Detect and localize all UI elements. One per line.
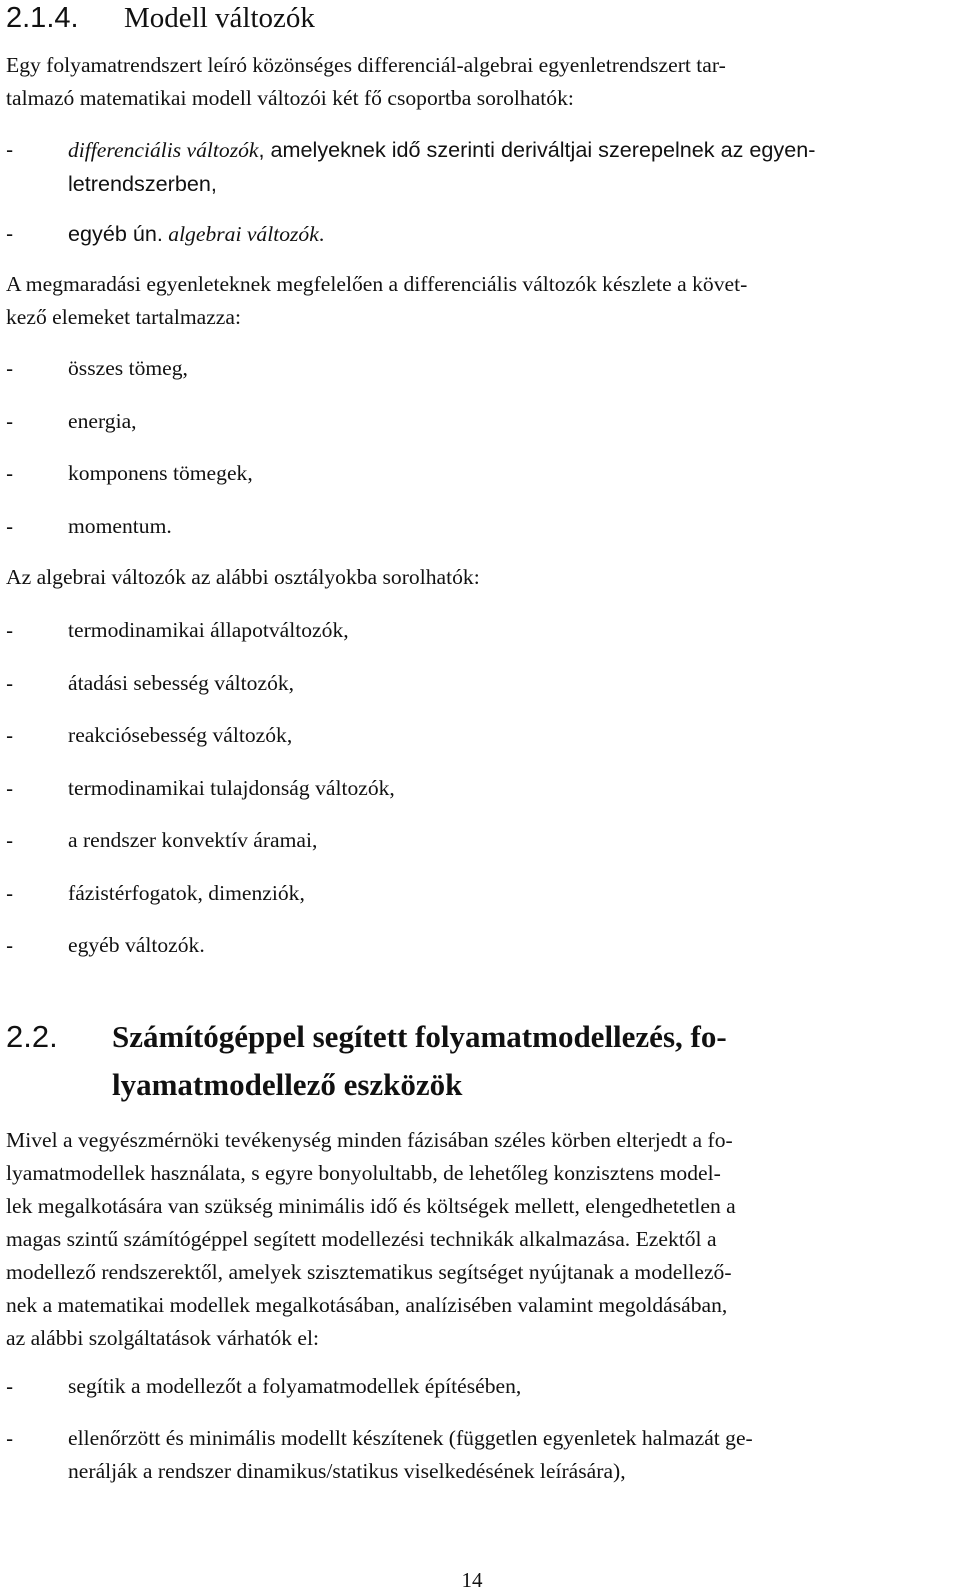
term-differential-variables: differenciális változók xyxy=(68,138,259,162)
paragraph-line: lek megalkotására van szükség minimális idő és költségek mellett, elengedhetetlen a xyxy=(6,1194,736,1218)
bullet-dash: - xyxy=(6,933,14,958)
paragraph-line: lyamatmodellek használata, s egyre bonyolultabb, de lehetőleg konzisztens model- xyxy=(6,1161,721,1185)
intro-line: talmazó matematikai modell változói két fő csoportba sorolhatók: xyxy=(6,86,574,110)
bullet-dash: - xyxy=(6,723,14,748)
bullet-text: nerálják a rendszer dinamikus/statikus viselkedésének leírására), xyxy=(68,1459,626,1483)
bullet-dash: - xyxy=(6,618,14,643)
bullet-algebraic-variables xyxy=(6,217,944,251)
list-item-service xyxy=(6,1422,944,1483)
list-item-algebraic: - termodinamikai állapotváltozók, xyxy=(6,614,944,648)
page-number: 14 xyxy=(461,1568,483,1592)
cam-paragraph xyxy=(6,1124,944,1355)
bullet-dash: - xyxy=(6,356,14,381)
list-item-conservation: - energia, xyxy=(6,405,944,439)
paragraph-line: az alábbi szolgáltatások várhatók el: xyxy=(6,1326,319,1350)
bullet-text: , amelyeknek idő szerinti deriváltjai szerepelnek az egyen- xyxy=(258,137,816,162)
bullet-dash: - xyxy=(6,828,14,853)
section-heading-2-1-4 xyxy=(6,2,315,35)
bullet-text: letrendszerben, xyxy=(68,171,217,196)
bullet-dash: - xyxy=(6,1426,14,1451)
paragraph-line: nek a matematikai modellek megalkotásában, analízisében valamint megoldásában, xyxy=(6,1293,728,1317)
list-item-algebraic: - egyéb változók. xyxy=(6,929,944,963)
section-number: 2.2. xyxy=(6,1019,58,1054)
list-item-service: - segítik a modellezőt a folyamatmodellek építésében, xyxy=(6,1370,944,1404)
intro-line: Egy folyamatrendszert leíró közönséges differenciál-algebrai egyenletrendszert tar- xyxy=(6,53,726,77)
algebraic-intro: Az algebrai változók az alábbi osztályokba sorolhatók: xyxy=(6,565,480,589)
bullet-dash: - xyxy=(6,1374,14,1399)
list-item-algebraic: - reakciósebesség változók, xyxy=(6,719,944,753)
list-item-algebraic: - átadási sebesség változók, xyxy=(6,667,944,701)
section-title-line: lyamatmodellező eszközök xyxy=(112,1067,463,1102)
list-item-conservation: - momentum. xyxy=(6,510,944,544)
bullet-dash: - xyxy=(6,776,14,801)
list-item-conservation: - összes tömeg, xyxy=(6,352,944,386)
term-algebraic-variables: algebrai változók xyxy=(168,222,319,246)
bullet-dash: - xyxy=(6,671,14,696)
conservation-paragraph xyxy=(6,268,944,334)
bullet-dash: - xyxy=(6,409,14,434)
bullet-text: egyéb ún. xyxy=(68,221,163,246)
bullet-text: . xyxy=(318,222,325,246)
bullet-dash: - xyxy=(6,514,14,539)
intro-paragraph xyxy=(6,49,944,115)
paragraph-line: Mivel a vegyészmérnöki tevékenység minden fázisában széles körben elterjedt a fo- xyxy=(6,1128,733,1152)
bullet-dash: - xyxy=(6,881,14,906)
conservation-line: A megmaradási egyenleteknek megfelelően a differenciális változók készlete a követ- xyxy=(6,272,748,296)
section-title-line: Számítógéppel segített folyamatmodellezés, fo- xyxy=(112,1019,727,1054)
list-item-algebraic: - a rendszer konvektív áramai, xyxy=(6,824,944,858)
bullet-text: ellenőrzött és minimális modellt készítenek (független egyenletek halmazát ge- xyxy=(68,1426,753,1450)
paragraph-line: modellező rendszerektől, amelyek szisztematikus segítséget nyújtanak a modellező- xyxy=(6,1260,732,1284)
list-item-algebraic: - termodinamikai tulajdonság változók, xyxy=(6,772,944,806)
bullet-dash: - xyxy=(6,461,14,486)
bullet-dash: - xyxy=(6,137,14,162)
paragraph-line: magas szintű számítógéppel segített modellezési technikák alkalmazása. Ezektől a xyxy=(6,1227,717,1251)
section-title: Modell változók xyxy=(124,2,315,34)
bullet-dash: - xyxy=(6,221,14,246)
list-item-algebraic: - fázistérfogatok, dimenziók, xyxy=(6,877,944,911)
list-item-conservation: - komponens tömegek, xyxy=(6,457,944,491)
bullet-differential-variables xyxy=(6,133,944,196)
section-number: 2.1.4. xyxy=(6,2,79,34)
conservation-line: kező elemeket tartalmazza: xyxy=(6,305,241,329)
